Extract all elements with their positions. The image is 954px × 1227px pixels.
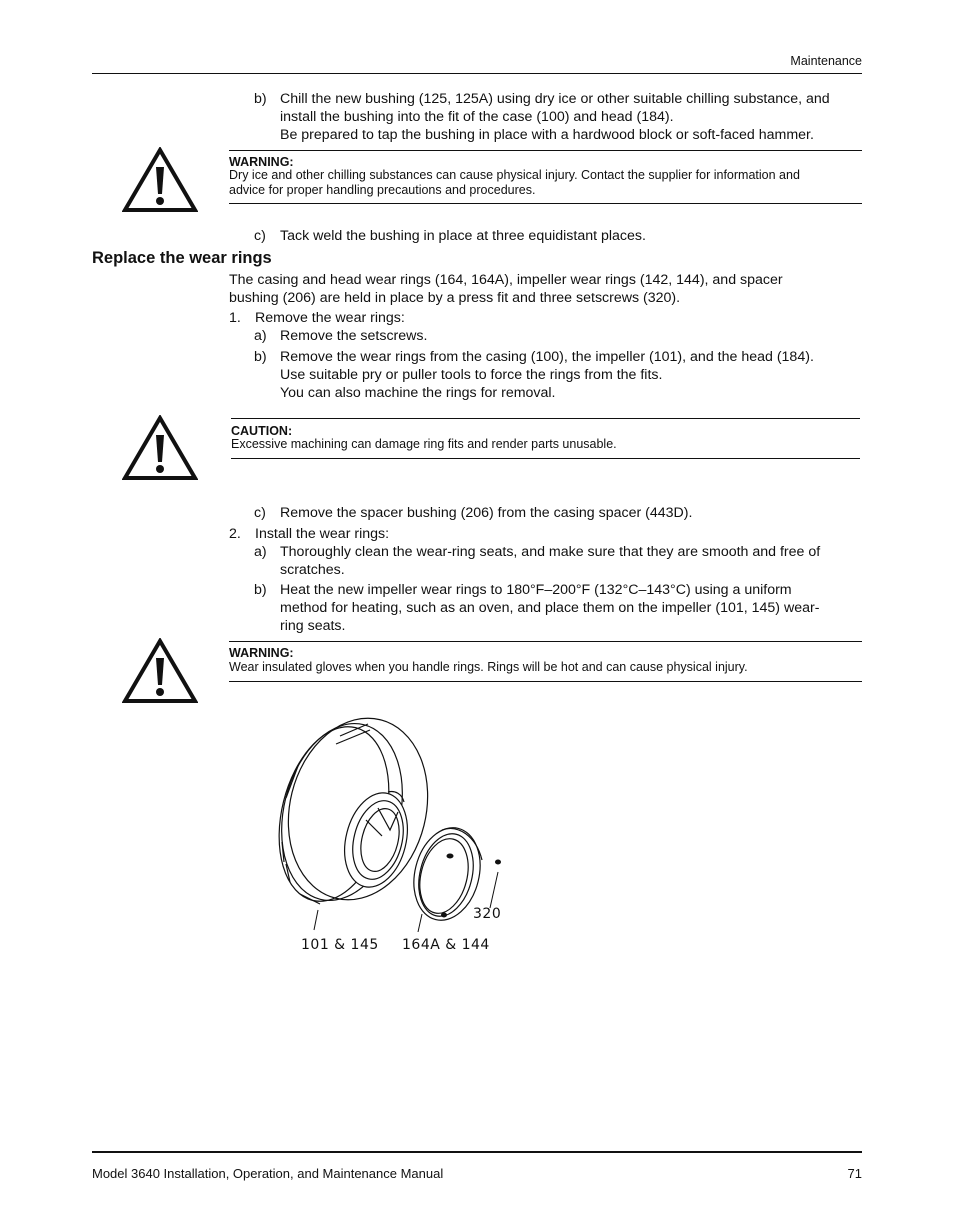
warning-text: advice for proper handling precautions and procedures. xyxy=(229,182,536,197)
step-marker: 1. xyxy=(229,310,241,326)
manual-title: Model 3640 Installation, Operation, and Maintenance Manual xyxy=(92,1166,444,1181)
step-marker: a) xyxy=(254,328,267,344)
caution-triangle-icon xyxy=(122,415,198,481)
running-header: Maintenance xyxy=(790,54,862,68)
warning-text: Dry ice and other chilling substances can cause physical injury. Contact the supplier for information and xyxy=(229,168,800,182)
intro-line: bushing (206) are held in place by a press fit and three setscrews (320). xyxy=(229,290,681,306)
warning-box xyxy=(229,150,862,204)
caution-box xyxy=(231,418,860,459)
warning-triangle-icon xyxy=(122,147,198,213)
step-line: scratches. xyxy=(280,562,345,578)
step-line: You can also machine the rings for removal. xyxy=(280,385,556,401)
step-line: Remove the setscrews. xyxy=(280,328,428,344)
intro-paragraph xyxy=(229,271,783,307)
step-line: Tack weld the bushing in place at three equidistant places. xyxy=(280,228,646,244)
step-line: Heat the new impeller wear rings to 180°F–200°F (132°C–143°C) using a uniform xyxy=(280,582,792,598)
warning-triangle-icon xyxy=(122,638,198,704)
warning-text: Wear insulated gloves when you handle rings. Rings will be hot and can cause physical injury. xyxy=(229,660,748,674)
step-line: Remove the wear rings from the casing (100), the impeller (101), and the head (184). xyxy=(280,349,814,365)
header-rule xyxy=(92,73,862,74)
step-line: Install the wear rings: xyxy=(255,526,390,542)
step-line: Remove the wear rings: xyxy=(255,310,405,326)
page-number: 71 xyxy=(847,1166,862,1181)
caution-text: Excessive machining can damage ring fits and render parts unusable. xyxy=(231,437,617,451)
step-line: Thoroughly clean the wear-ring seats, and make sure that they are smooth and free of xyxy=(280,544,821,560)
step-line: Use suitable pry or puller tools to force the rings from the fits. xyxy=(280,367,663,383)
step-marker: c) xyxy=(254,505,266,521)
footer-rule xyxy=(92,1151,862,1153)
section-heading: Replace the wear rings xyxy=(92,249,272,267)
step-line: Chill the new bushing (125, 125A) using dry ice or other suitable chilling substance, and xyxy=(280,91,830,107)
impeller-wear-ring-diagram xyxy=(270,712,520,932)
step-line: Be prepared to tap the bushing in place with a hardwood block or soft-faced hammer. xyxy=(280,127,814,143)
warning-title: WARNING: xyxy=(229,155,294,169)
step-marker: b) xyxy=(254,91,267,107)
step-marker: b) xyxy=(254,582,267,598)
warning-box xyxy=(229,641,862,682)
callout-ring-label: 164A & 144 xyxy=(402,937,490,953)
callout-screw-label: 320 xyxy=(473,906,502,922)
step-marker: c) xyxy=(254,228,266,244)
step-marker: 2. xyxy=(229,526,241,542)
caution-title: CAUTION: xyxy=(231,424,293,438)
step-line: install the bushing into the fit of the case (100) and head (184). xyxy=(280,109,674,125)
step-line: Remove the spacer bushing (206) from the casing spacer (443D). xyxy=(280,505,693,521)
step-marker: b) xyxy=(254,349,267,365)
step-line: method for heating, such as an oven, and place them on the impeller (101, 145) wear- xyxy=(280,600,820,616)
step-marker: a) xyxy=(254,544,267,560)
intro-line: The casing and head wear rings (164, 164A), impeller wear rings (142, 144), and spacer xyxy=(229,272,783,288)
callout-impeller-label: 101 & 145 xyxy=(301,937,379,953)
step-line: ring seats. xyxy=(280,618,346,634)
warning-title: WARNING: xyxy=(229,646,294,660)
